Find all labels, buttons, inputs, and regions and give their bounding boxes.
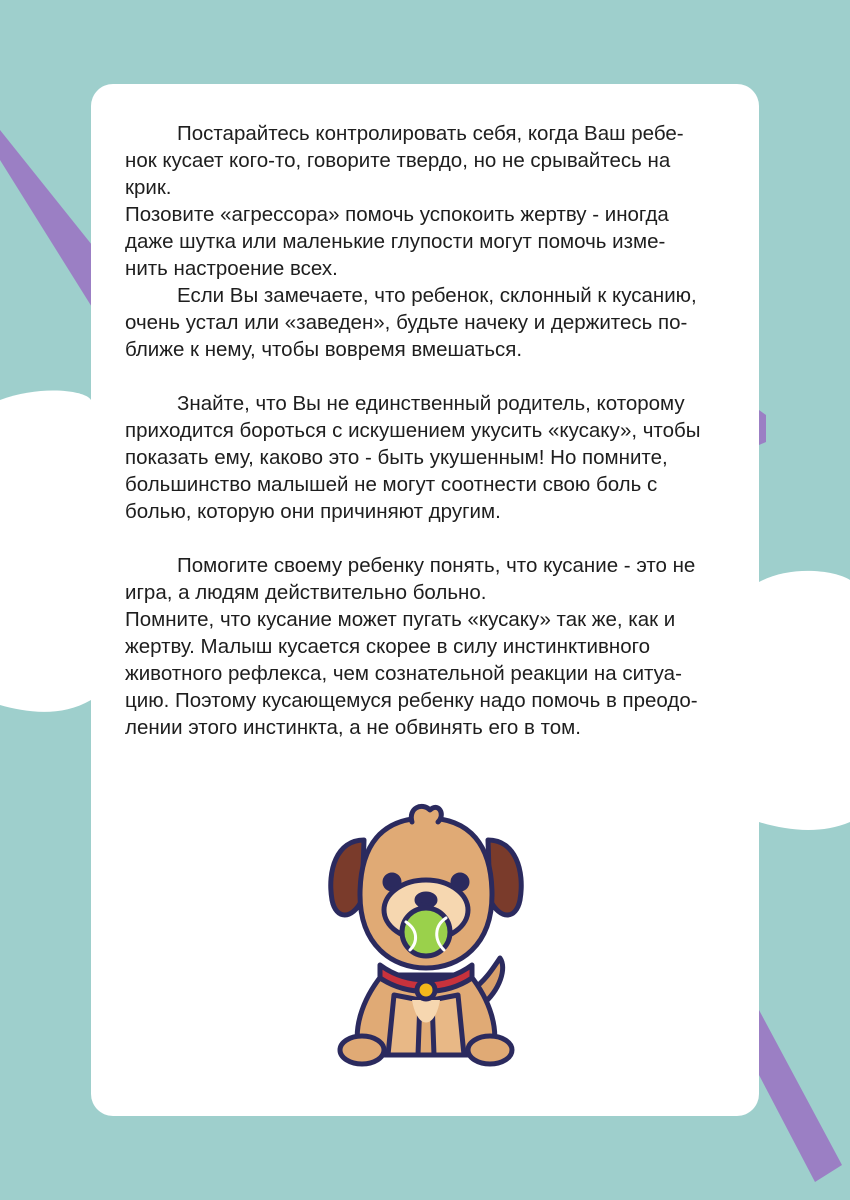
purple-stripe-right-middle (759, 410, 766, 445)
text-line: жертву. Малыш кусается скорее в силу инстинктивного (125, 635, 651, 658)
article-text (125, 120, 730, 741)
text-line: показать ему, каково это - быть укушенным! Но помните, (125, 446, 668, 469)
text-line: цию. Поэтому кусающемуся ребенку надо помочь в преодо- (125, 689, 698, 712)
text-line: Знайте, что Вы не единственный родитель, которому (177, 392, 685, 415)
paragraph-gap (125, 363, 730, 390)
text-line: нок кусает кого-то, говорите твердо, но не срывайтесь на (125, 149, 671, 172)
text-line: Постарайтесь контролировать себя, когда Ваш ребе- (177, 122, 684, 145)
paragraph-gap (125, 525, 730, 552)
text-line: животного рефлекса, чем сознательной реакции на ситуа- (125, 662, 682, 685)
text-line: Если Вы замечаете, что ребенок, склонный к кусанию, (177, 284, 697, 307)
cloud-left (0, 391, 91, 712)
text-line: очень устал или «заведен», будьте начеку и держитесь по- (125, 311, 688, 334)
text-line: Позовите «агрессора» помочь успокоить жертву - иногда (125, 203, 669, 226)
text-line: крик. (125, 176, 172, 199)
cloud-right (759, 571, 850, 830)
puppy-with-ball-icon (322, 800, 530, 1070)
purple-stripe-top-left (0, 130, 100, 320)
text-line: Помните, что кусание может пугать «кусаку» так же, как и (125, 608, 676, 631)
text-line: игра, а людям действительно больно. (125, 581, 487, 604)
purple-stripe-bottom-right (759, 1010, 842, 1182)
text-line: большинство малышей не могут соотнести свою боль с (125, 473, 658, 496)
text-line: приходится бороться с искушением укусить «кусаку», чтобы (125, 419, 701, 442)
text-line: болью, которую они причиняют другим. (125, 500, 501, 523)
text-line: ближе к нему, чтобы вовремя вмешаться. (125, 338, 523, 361)
text-line: даже шутка или маленькие глупости могут помочь изме- (125, 230, 666, 253)
text-line: нить настроение всех. (125, 257, 338, 280)
text-line: Помогите своему ребенку понять, что кусание - это не (177, 554, 696, 577)
text-line: лении этого инстинкта, а не обвинять его в том. (125, 716, 581, 739)
